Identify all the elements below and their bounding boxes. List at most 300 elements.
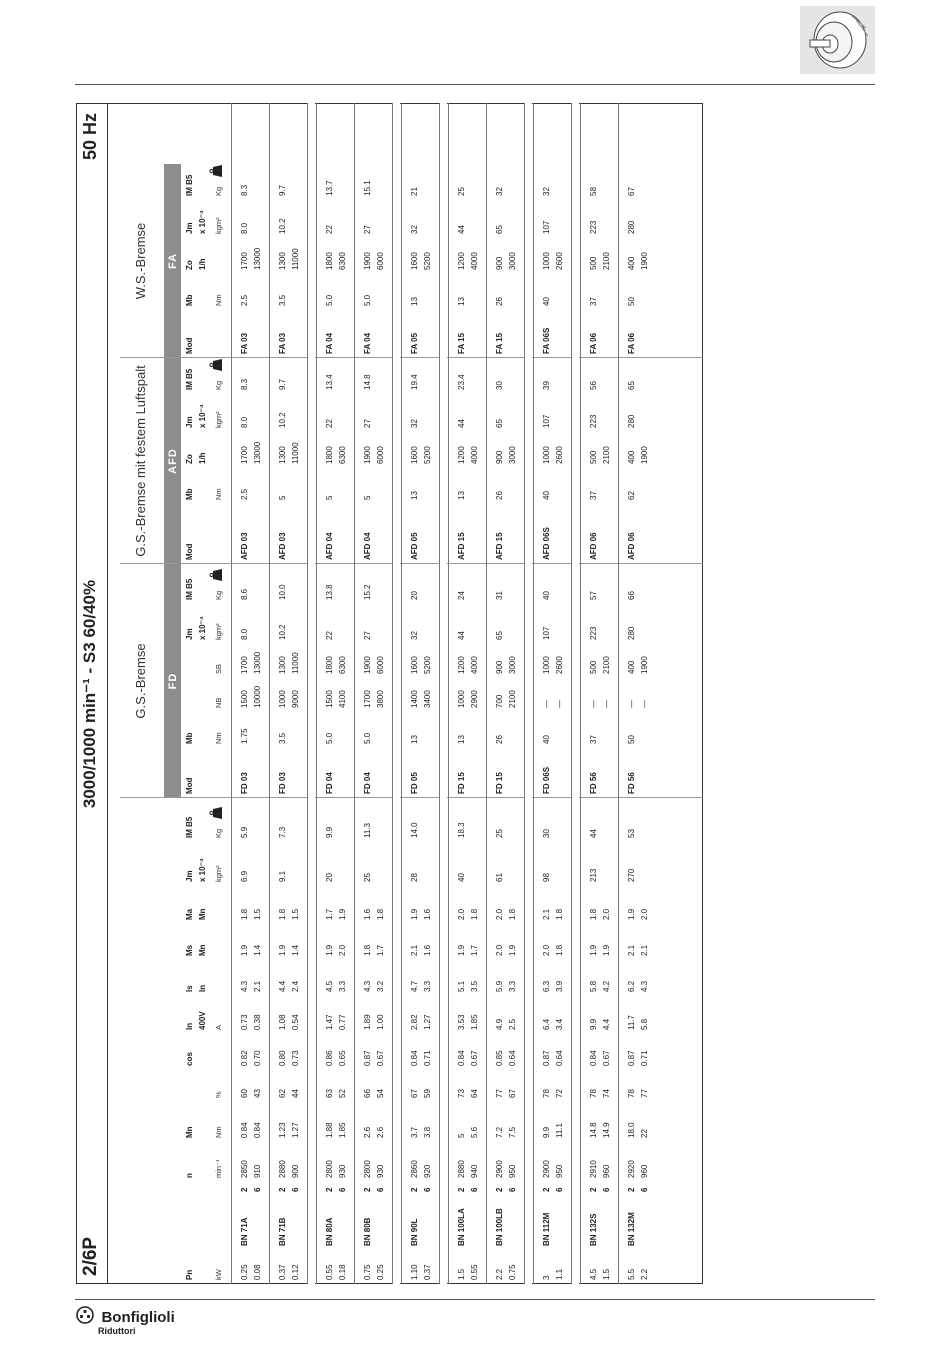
cell-fd_nb-value-2: 2100 (508, 690, 517, 708)
cell-jm (487, 842, 525, 886)
cell-pn (581, 1250, 619, 1284)
cell-afd_zo-value-2: 2600 (555, 446, 564, 464)
cell-fa_mod (449, 310, 487, 358)
cell-afd_kg-value: 65 (627, 381, 636, 390)
cell-is-value-2: 3.9 (555, 980, 564, 992)
cell-kg (619, 798, 657, 842)
cell-fd_nb (534, 678, 572, 712)
cell-fd_nb-value-2: 10000 (253, 685, 262, 708)
cell-fd_jm (232, 604, 270, 644)
cell-fd_sb-value-2: 13000 (253, 651, 262, 674)
cell-ms-value-2: 1.6 (423, 944, 432, 956)
cell-afd_zo-value-2: 3000 (508, 446, 517, 464)
cell-ms-value-2: 1.4 (253, 944, 262, 956)
cell-fa_zo-value-2: 3000 (508, 252, 517, 270)
cell-pn (402, 1250, 440, 1284)
cell-ma (270, 886, 308, 924)
cell-afd_kg-value: 19.4 (410, 374, 419, 390)
cell-kg (534, 798, 572, 842)
cell-n-value-2: 920 (423, 1164, 432, 1178)
cell-type (317, 1196, 355, 1250)
cell-is (487, 960, 525, 996)
cell-fa_kg-value: 58 (589, 187, 598, 196)
cell-fa_zo-value-2: 11000 (291, 248, 300, 270)
cell-fd_mod-value: FD 15 (495, 772, 504, 794)
cell-fd_nb (355, 678, 393, 712)
cell-ma-value-2: 1.8 (508, 908, 517, 920)
col-header-ma (181, 886, 231, 924)
cell-mn-value-2: 7.5 (508, 1126, 517, 1138)
cell-fa_kg-value: 8.3 (240, 184, 249, 196)
cell-fd_mb-value: 40 (542, 735, 551, 744)
cell-fd_sb-value-2: 4000 (470, 656, 479, 674)
cell-cos-value-2: 0.64 (555, 1050, 564, 1066)
cell-ms-value-1: 2.0 (495, 944, 504, 956)
cell-fa_zo-value-1: 1200 (457, 252, 466, 270)
cell-poles (402, 1182, 440, 1196)
row-gap (571, 103, 579, 1284)
cell-mn (402, 1102, 440, 1142)
cell-afd_zo (317, 432, 355, 468)
cell-ma-value-2: 2.0 (640, 908, 649, 920)
cell-fd_mb (270, 712, 308, 748)
cell-ms-value-1: 2.1 (627, 944, 636, 956)
cell-afd_kg-value: 14.8 (363, 374, 372, 390)
cell-eff-value-1: 78 (542, 1089, 551, 1098)
cell-fd_sb-value-1: 1800 (325, 656, 334, 674)
cell-ms-value-1: 2.1 (410, 944, 419, 956)
cell-fa_mod (487, 310, 525, 358)
cell-fa_mb-value: 13 (410, 297, 419, 306)
cell-fd_kg (232, 564, 270, 604)
cell-fd_sb-value-1: 1900 (363, 656, 372, 674)
cell-jm (581, 842, 619, 886)
cell-fd_nb (581, 678, 619, 712)
col-header-afd_mb-l1: Mb (185, 488, 194, 500)
cell-eff (270, 1070, 308, 1102)
cell-in-value-2: 0.77 (338, 1014, 347, 1030)
cell-afd_mod-value: AFD 04 (363, 532, 372, 560)
cell-ma-value-1: 1.9 (627, 908, 636, 920)
cell-poles-value-1: 2 (410, 1187, 419, 1192)
cell-ms-value-1: 1.9 (589, 944, 598, 956)
cell-poles (449, 1182, 487, 1196)
cell-fd_mod-value: FD 56 (627, 772, 636, 794)
cell-fd_mb-value: 13 (457, 735, 466, 744)
cell-fa_mod (270, 310, 308, 358)
cell-in-value-2: 5.8 (640, 1018, 649, 1030)
cell-fa_jm-value: 8.0 (240, 222, 249, 234)
cell-cos-value-1: 0.82 (240, 1050, 249, 1066)
cell-fa_zo-value-1: 1600 (410, 252, 419, 270)
cell-afd_jm-value: 22 (325, 419, 334, 428)
cell-ma-value-2: 2.0 (602, 908, 611, 920)
cell-fd_kg-value: 40 (542, 591, 551, 600)
table-row (269, 103, 307, 1284)
cell-poles-value-1: 2 (627, 1187, 636, 1192)
cell-mn-value-2: 2.6 (376, 1126, 385, 1138)
cell-is (534, 960, 572, 996)
cell-ma-value-1: 2.0 (495, 908, 504, 920)
col-header-type (181, 1196, 231, 1250)
col-header-afd_zo (181, 432, 231, 468)
col-header-fd_nb (181, 678, 231, 712)
cell-afd_mb-value: 5 (278, 495, 287, 500)
cell-fa_mod-value: FA 06 (627, 332, 636, 354)
cell-is-value-1: 5.1 (457, 980, 466, 992)
cell-poles (355, 1182, 393, 1196)
cell-cos (232, 1034, 270, 1070)
cell-fd_nb (449, 678, 487, 712)
cell-fd_jm (619, 604, 657, 644)
cell-fd_sb-value-2: 6000 (376, 656, 385, 674)
cell-jm-value: 213 (589, 868, 598, 882)
cell-type (449, 1196, 487, 1250)
cell-afd_kg-value: 13.4 (325, 374, 334, 390)
col-header-jm-l2: x 10⁻⁴ (198, 858, 207, 882)
cell-afd_zo-value-1: 1600 (410, 446, 419, 464)
cell-kg-value: 53 (627, 829, 636, 838)
cell-afd_jm (317, 394, 355, 432)
cell-is-value-2: 3.3 (423, 980, 432, 992)
cell-fa_zo-value-1: 1800 (325, 252, 334, 270)
cell-fd_nb (619, 678, 657, 712)
cell-in (270, 996, 308, 1034)
cell-in-value-2: 1.00 (376, 1014, 385, 1030)
cell-fa_kg (449, 164, 487, 200)
cell-kg-value: 14.0 (410, 822, 419, 838)
cell-fa_jm (355, 200, 393, 238)
cell-eff (402, 1070, 440, 1102)
cell-fa_zo-value-2: 1900 (640, 252, 649, 270)
col-header-fd_mod (181, 748, 231, 798)
pole-label: 2/6P (80, 1236, 101, 1276)
cell-in-value-2: 2.5 (508, 1018, 517, 1030)
cell-is-value-2: 4.3 (640, 980, 649, 992)
cell-fa_mb-value: 37 (589, 297, 598, 306)
cell-eff (317, 1070, 355, 1102)
cell-fd_sb-value-1: 900 (495, 660, 504, 674)
row-gap (392, 103, 400, 1284)
cell-is (355, 960, 393, 996)
cell-afd_kg (449, 358, 487, 394)
cell-cos (270, 1034, 308, 1070)
col-header-ma-l1: Ma (185, 908, 194, 920)
col-header-afd_kg (181, 358, 231, 394)
cell-pn (619, 1250, 657, 1284)
cell-poles (534, 1182, 572, 1196)
cell-fd_sb (402, 644, 440, 678)
cell-fd_sb-value-2: 3000 (508, 656, 517, 674)
cell-jm-value: 270 (627, 868, 636, 882)
col-header-in-l2: 400V (198, 1011, 207, 1030)
cell-fd_mod-value: FD 03 (240, 772, 249, 794)
cell-in-value-2: 1.27 (423, 1014, 432, 1030)
col-header-fd_mod-l1: Mod (185, 777, 194, 794)
cell-fa_jm-value: 65 (495, 225, 504, 234)
cell-type (534, 1196, 572, 1250)
cell-afd_zo-value-1: 900 (495, 450, 504, 464)
cell-fd_kg-value: 66 (627, 591, 636, 600)
cell-jm (402, 842, 440, 886)
cell-cos (534, 1034, 572, 1070)
col-header-fd_kg (181, 564, 231, 604)
cell-afd_mb-value: 5 (363, 495, 372, 500)
cell-fd_mod (534, 748, 572, 798)
col-header-cos (181, 1034, 231, 1070)
col-header-kg (181, 798, 231, 842)
cell-kg (487, 798, 525, 842)
cell-fd_nb-value-2: 3800 (376, 690, 385, 708)
cell-fd_sb-value-1: 400 (627, 660, 636, 674)
cell-ms (402, 924, 440, 960)
cell-mn-value-2: 0.84 (253, 1122, 262, 1138)
col-header-in-l3: A (214, 1024, 223, 1030)
cell-fa_jm (487, 200, 525, 238)
cell-pn-value-2: 0.25 (376, 1264, 385, 1280)
cell-jm (355, 842, 393, 886)
title-bar (76, 103, 108, 1284)
cell-n-value-2: 960 (602, 1164, 611, 1178)
cell-afd_zo-value-1: 1700 (240, 446, 249, 464)
cell-pn-value-2: 2.2 (640, 1268, 649, 1280)
cell-afd_mod-value: AFD 03 (240, 532, 249, 560)
cell-fa_kg (402, 164, 440, 200)
cell-fa_zo-value-2: 2600 (555, 252, 564, 270)
cell-fd_jm (355, 604, 393, 644)
cell-afd_mb-value: 40 (542, 491, 551, 500)
cell-afd_mod-value: AFD 06S (542, 527, 551, 560)
cell-afd_mb-value: 2.5 (240, 488, 249, 500)
cell-fd_mb-value: 37 (589, 735, 598, 744)
cell-poles-value-2: 6 (253, 1187, 262, 1192)
cell-fd_mod-value: FD 03 (278, 772, 287, 794)
cell-cos-value-1: 0.85 (495, 1050, 504, 1066)
cell-in (402, 996, 440, 1034)
col-header-afd_zo-l1: Zo (185, 454, 194, 464)
cell-fd_sb (270, 644, 308, 678)
col-header-fa_jm-l3: kgm² (214, 217, 223, 234)
table-row (580, 103, 618, 1284)
cell-mn (534, 1102, 572, 1142)
cell-afd_zo-value-1: 1200 (457, 446, 466, 464)
cell-eff-value-1: 62 (278, 1089, 287, 1098)
cell-n-value-2: 930 (376, 1164, 385, 1178)
col-header-jm-l1: Jm (185, 870, 194, 882)
fa-brake-group-label: W.S.-Bremse (132, 222, 148, 300)
cell-n-value-2: 950 (555, 1164, 564, 1178)
cell-poles-value-1: 2 (589, 1187, 598, 1192)
cell-eff-value-1: 78 (627, 1089, 636, 1098)
cell-is-value-1: 4.3 (240, 980, 249, 992)
cell-n-value-2: 940 (470, 1164, 479, 1178)
col-header-kg-l1: IM B5 (185, 816, 194, 838)
cell-fa_zo-value-1: 500 (589, 256, 598, 270)
cell-type-value: BN 90L (410, 1218, 419, 1246)
cell-poles-value-1: 2 (542, 1187, 551, 1192)
col-header-afd_mb-l3: Nm (214, 488, 223, 500)
cell-ms-value-1: 2.0 (542, 944, 551, 956)
col-header-fd_sb (181, 644, 231, 678)
cell-fa_jm (534, 200, 572, 238)
cell-in (355, 996, 393, 1034)
cell-fd_kg (449, 564, 487, 604)
brand-subtitle: Riduttori (98, 1326, 136, 1336)
cell-pn-value-2: 1.5 (602, 1268, 611, 1280)
cell-fa_jm-value: 223 (589, 220, 598, 234)
cell-jm-value: 40 (457, 873, 466, 882)
cell-type (232, 1196, 270, 1250)
cell-poles (232, 1182, 270, 1196)
table-row (618, 103, 656, 1284)
cell-fa_zo (449, 238, 487, 274)
cell-fa_mb-value: 3.5 (278, 294, 287, 306)
col-header-mn-l3: Nm (214, 1126, 223, 1138)
cell-fd_jm (534, 604, 572, 644)
weight-icon (209, 806, 226, 820)
cell-n-value-1: 2880 (457, 1160, 466, 1178)
cell-cos (581, 1034, 619, 1070)
cell-fd_nb (402, 678, 440, 712)
cell-fd_kg-value: 24 (457, 591, 466, 600)
cell-cos-value-1: 0.80 (278, 1050, 287, 1066)
cell-is-value-2: 3.5 (470, 980, 479, 992)
cell-pn-value-1: 3 (542, 1275, 551, 1280)
cell-n (317, 1142, 355, 1182)
cell-fd_kg (317, 564, 355, 604)
cell-fd_nb-value-1: 1700 (363, 690, 372, 708)
col-header-fa_zo (181, 238, 231, 274)
cell-cos-value-2: 0.67 (470, 1050, 479, 1066)
cell-fd_nb-value-1: — (589, 700, 598, 708)
cell-pn-value-2: 0.55 (470, 1264, 479, 1280)
cell-fd_sb-value-1: 1300 (278, 656, 287, 674)
cell-fd_kg-value: 20 (410, 591, 419, 600)
table-row (486, 103, 524, 1284)
cell-in-value-2: 0.54 (291, 1014, 300, 1030)
cell-eff-value-2: 43 (253, 1089, 262, 1098)
cell-pn (270, 1250, 308, 1284)
cell-type-value: BN 80A (325, 1217, 334, 1246)
col-header-is-l2: In (198, 984, 207, 992)
cell-fd_jm-value: 8.0 (240, 628, 249, 640)
cell-ms (270, 924, 308, 960)
cell-pn-value-1: 0.75 (363, 1264, 372, 1280)
cell-afd_jm-value: 8.0 (240, 416, 249, 428)
weight-icon (209, 164, 226, 178)
cell-fa_kg-value: 25 (457, 187, 466, 196)
cell-afd_mod (487, 504, 525, 564)
cell-poles-value-2: 6 (470, 1187, 479, 1192)
cell-in-value-2: 0.38 (253, 1014, 262, 1030)
col-header-fd_mb-l1: Mb (185, 732, 194, 744)
cell-fa_zo-value-1: 1000 (542, 252, 551, 270)
cell-fd_nb (487, 678, 525, 712)
cell-mn-value-2: 1.85 (338, 1122, 347, 1138)
cell-pn-value-1: 1.10 (410, 1264, 419, 1280)
cell-fa_kg-value: 21 (410, 187, 419, 196)
cell-fd_jm-value: 27 (363, 631, 372, 640)
cell-is-value-1: 4.5 (325, 980, 334, 992)
cell-fa_kg-value: 15.1 (363, 180, 372, 196)
cell-afd_jm-value: 280 (627, 414, 636, 428)
cell-fd_sb (317, 644, 355, 678)
weight-icon (209, 568, 226, 582)
row-gap (307, 103, 315, 1284)
cell-type-value: BN 80B (363, 1217, 372, 1246)
cell-afd_jm (449, 394, 487, 432)
cell-fd_nb-value-2: 9000 (291, 690, 300, 708)
cell-type-value: BN 132M (627, 1212, 636, 1246)
cell-afd_mb (581, 468, 619, 504)
cell-fd_mb-value: 5.0 (363, 732, 372, 744)
cell-cos-value-2: 0.67 (602, 1050, 611, 1066)
cell-ms-value-1: 1.9 (240, 944, 249, 956)
cell-fa_zo-value-1: 900 (495, 256, 504, 270)
cell-eff-value-2: 72 (555, 1089, 564, 1098)
col-header-eff (181, 1070, 231, 1102)
cell-afd_kg (534, 358, 572, 394)
table-row (354, 103, 392, 1284)
col-header-fd_jm-l2: x 10⁻⁴ (198, 616, 207, 640)
cell-fd_kg-value: 15.2 (363, 584, 372, 600)
cell-in-value-1: 2.82 (410, 1014, 419, 1030)
cell-jm (449, 842, 487, 886)
cell-afd_zo-value-2: 1900 (640, 446, 649, 464)
col-header-fa_jm-l2: x 10⁻⁴ (198, 210, 207, 234)
cell-fa_zo (619, 238, 657, 274)
cell-afd_mb-value: 13 (410, 491, 419, 500)
col-header-afd_kg-l3: Kg (214, 380, 223, 390)
cell-mn-value-1: 5 (457, 1133, 466, 1138)
cell-fa_mod (232, 310, 270, 358)
col-header-afd_jm-l1: Jm (185, 416, 194, 428)
cell-in-value-1: 1.47 (325, 1014, 334, 1030)
cell-kg-value: 30 (542, 829, 551, 838)
cell-afd_zo-value-2: 6000 (376, 446, 385, 464)
motor-illustration (800, 6, 875, 74)
cell-fd_nb-value-1: — (542, 700, 551, 708)
cell-in (581, 996, 619, 1034)
cell-afd_jm-value: 32 (410, 419, 419, 428)
cell-fa_mod (355, 310, 393, 358)
cell-ma (581, 886, 619, 924)
cell-fd_sb-value-1: 1700 (240, 656, 249, 674)
cell-fd_sb-value-1: 1000 (542, 656, 551, 674)
cell-pn-value-1: 4.5 (589, 1268, 598, 1280)
cell-fa_mb (619, 274, 657, 310)
cell-type (402, 1196, 440, 1250)
cell-pn-value-2: 0.37 (423, 1264, 432, 1280)
cell-fa_zo (355, 238, 393, 274)
cell-fd_nb-value-2: 4100 (338, 690, 347, 708)
cell-n-value-2: 930 (338, 1164, 347, 1178)
cell-pn (355, 1250, 393, 1284)
cell-ms-value-1: 1.9 (325, 944, 334, 956)
cell-afd_jm (232, 394, 270, 432)
cell-in (619, 996, 657, 1034)
cell-poles-value-1: 2 (495, 1187, 504, 1192)
cell-afd_mod-value: AFD 15 (495, 532, 504, 560)
cell-kg (581, 798, 619, 842)
cell-n (232, 1142, 270, 1182)
cell-n-value-1: 2800 (363, 1160, 372, 1178)
col-header-fa_kg-l3: Kg (214, 186, 223, 196)
cell-poles-value-1: 2 (363, 1187, 372, 1192)
cell-fa_mb-value: 5.0 (363, 294, 372, 306)
col-header-fa_mb (181, 274, 231, 310)
cell-cos (619, 1034, 657, 1070)
